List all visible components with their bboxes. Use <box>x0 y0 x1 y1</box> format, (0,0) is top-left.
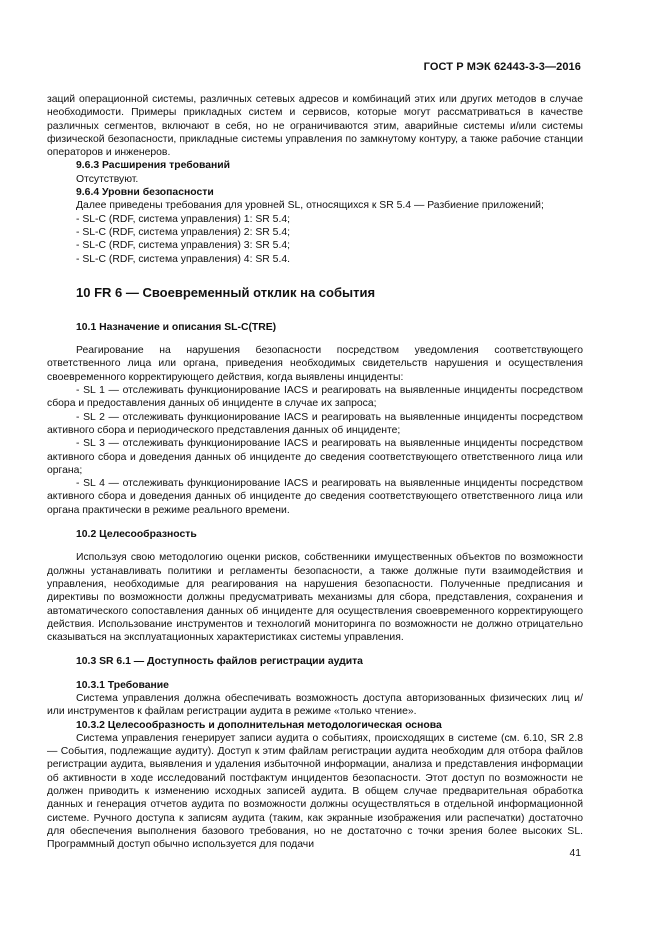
section-10-1-heading: 10.1 Назначение и описания SL-C(TRE) <box>76 321 277 333</box>
list-item: - SL 3 — отслеживать функционирование IACS и реагировать на выявленные инциденты посредством активного сбора и доведения данных об инциденте до сведения соответствующего ответственного лица или органа; <box>47 438 583 476</box>
list-item: - SL-C (RDF, система управления) 1: SR 5.4; <box>76 213 290 225</box>
page-number: 41 <box>569 848 581 859</box>
section-10-3-heading: 10.3 SR 6.1 — Доступность файлов регистрации аудита <box>76 656 363 668</box>
section-10-3-2-text: Система управления генерирует записи аудита о событиях, происходящих в системе (см. 6.10, SR 2.8 — События, подлежащие аудиту). Доступ к этим файлам регистрации аудита необходим для отбора файлов регистрации аудита, выявления и удаления избыточной информации, анализа и представления информации об активности в ходе исследований постфактум инцидентов безопасности. Этот доступ по возможности не должен приводить к изменению исходных записей аудита. В общем случае предварительная обработка данных и генерация отчетов аудита по возможности должны осуществляться в отдельной информационной системе. Ручного доступа к записям аудита (таким, как экранные изображения или распечатки) достаточно для обеспечения выполнения базового требования, но не достаточно с точки зрения более высоких SL. Программный доступ обычно используется для подачи <box>47 732 583 851</box>
section-10-3-1-text: Система управления должна обеспечивать возможность доступа авторизованных физических лиц и/или инструментов к файлам регистрации аудита в режиме «только чтение». <box>47 692 583 718</box>
list-item: - SL 1 — отслеживать функционирование IACS и реагировать на выявленные инциденты посредством сбора и предоставления данных об инциденте в случае их запроса; <box>47 385 583 410</box>
section-10-2-heading: 10.2 Целесообразность <box>76 529 197 541</box>
list-item: - SL 4 — отслеживать функционирование IACS и реагировать на выявленные инциденты посредством активного сбора и доведения данных об инциденте до сведения соответствующего ответственного лица или органа практически в режиме реального времени. <box>47 478 583 516</box>
standard-header: ГОСТ Р МЭК 62443-3-3—2016 <box>423 61 581 73</box>
section-9-6-4-text: Далее приведены требования для уровней SL, относящихся к SR 5.4 — Разбиение приложений; <box>76 200 544 212</box>
list-item: - SL 2 — отслеживать функционирование IACS и реагировать на выявленные инциденты посредством активного сбора и периодического представления данных об инциденте; <box>47 411 583 436</box>
page-content <box>47 93 583 852</box>
section-10-3-1-heading: 10.3.1 Требование <box>76 679 169 691</box>
list-item: - SL-C (RDF, система управления) 3: SR 5.4; <box>76 240 290 252</box>
section-10-3-2-heading: 10.3.2 Целесообразность и дополнительная методологическая основа <box>76 719 442 731</box>
list-item: - SL-C (RDF, система управления) 2: SR 5.4; <box>76 226 290 238</box>
section-9-6-4-heading: 9.6.4 Уровни безопасности <box>76 187 214 199</box>
section-9-6-3-heading: 9.6.3 Расширения требований <box>76 160 231 172</box>
list-item: - SL-C (RDF, система управления) 4: SR 5.4. <box>76 253 290 265</box>
intro-paragraph: заций операционной системы, различных сетевых адресов и комбинаций этих или других методов в случае необходимости. Примеры прикладных систем и сервисов, которые могут рассматриваться в качестве различных сегментов, включают в себя, но не ограничиваются этим, аварийные системы и/или системы физической безопасности, прикладные системы управления по замкнутому контуру, а также рабочие станции операторов и инженеров. <box>47 94 583 159</box>
section-9-6-3-text: Отсутствуют. <box>76 173 139 185</box>
section-10-1-text: Реагирование на нарушения безопасности посредством уведомления соответствующего ответственного лица или органа, приведения необходимых свидетельств нарушения и осуществления своевременного корректирующего действия, когда выявлены инциденты: <box>47 345 583 383</box>
section-10-2-text: Используя свою методологию оценки рисков, собственники имущественных объектов по возможности должны устанавливать политики и регламенты безопасности, а также должные пути взаимодействия и управления, необходимые для реагирования на нарушения безопасности. Полученные предписания и директивы по возможности должны предусматривать механизмы для сбора, представления, сохранения и автоматического сопоставления данных об инциденте для осуществления своевременного корректирующего действия. Использование инструментов и технологий мониторинга по возможности не должно отрицательно сказываться на эксплуатационных характеристиках системы управления. <box>47 552 583 644</box>
chapter-10-title: 10 FR 6 — Своевременный отклик на события <box>76 284 376 300</box>
